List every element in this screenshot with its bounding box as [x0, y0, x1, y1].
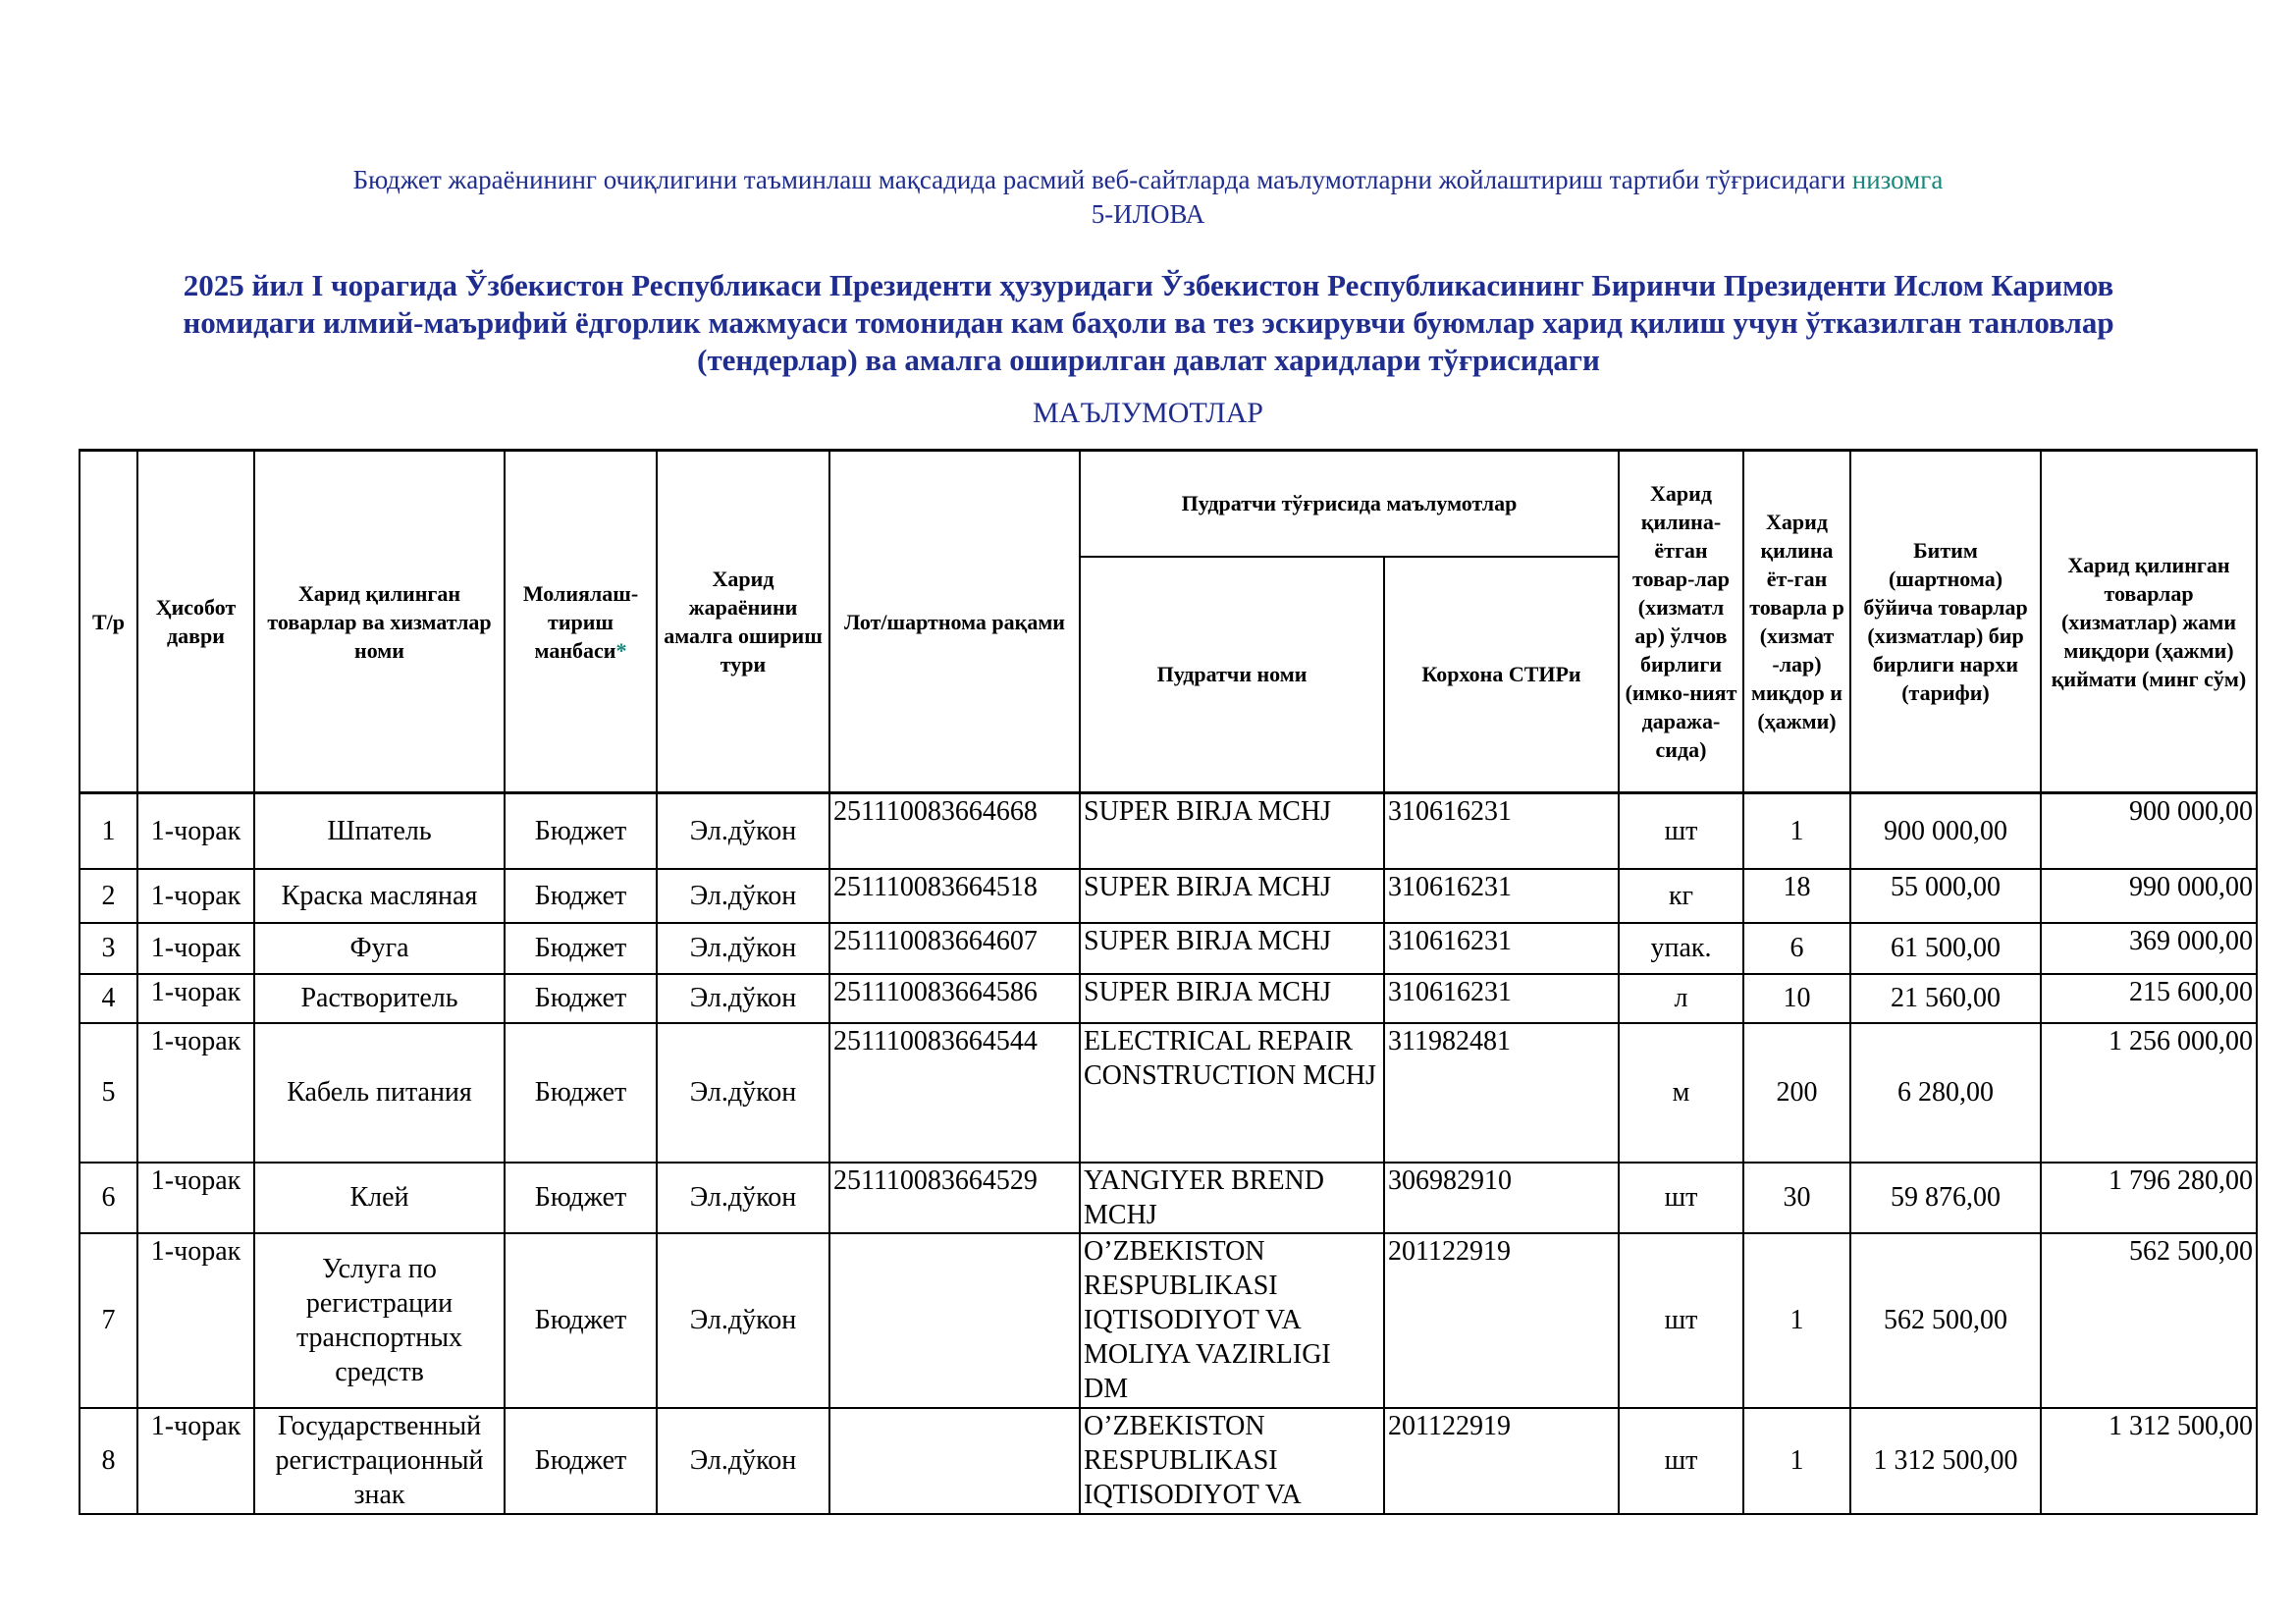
cell-unit: упак. — [1619, 923, 1743, 974]
table-row — [80, 793, 2257, 869]
col-header-period: Ҳисобот даври — [137, 451, 254, 793]
cell-total: 1 312 500,00 — [2041, 1408, 2257, 1514]
cell-price: 6 280,00 — [1850, 1023, 2041, 1163]
cell-qty: 6 — [1743, 923, 1850, 974]
col-header-total: Харид қилинган товарлар (хизматлар) жами миқдори (ҳажми) қиймати (минг сўм) — [2041, 451, 2257, 793]
cell-funding: Бюджет — [505, 974, 657, 1023]
cell-process: Эл.дўкон — [657, 1023, 829, 1163]
cell-goods: Растворитель — [254, 974, 505, 1023]
table-body — [80, 793, 2257, 1514]
cell-total: 215 600,00 — [2041, 974, 2257, 1023]
regulation-link[interactable]: низомга — [1851, 165, 1944, 194]
cell-price: 21 560,00 — [1850, 974, 2041, 1023]
cell-qty: 200 — [1743, 1023, 1850, 1163]
regulation-reference — [0, 165, 2296, 195]
cell-funding: Бюджет — [505, 923, 657, 974]
cell-num: 5 — [80, 1023, 137, 1163]
cell-process: Эл.дўкон — [657, 869, 829, 923]
cell-funding: Бюджет — [505, 869, 657, 923]
cell-lot — [829, 1233, 1080, 1408]
regulation-text: Бюджет жараёнининг очиқлигини таъминлаш мақсадида расмий веб-сайтларда маълумотларни жойлаштириш тартиби тўғрисидаги — [352, 165, 1846, 194]
cell-unit: л — [1619, 974, 1743, 1023]
appendix-label: 5-ИЛОВА — [1091, 199, 1205, 229]
cell-unit: шт — [1619, 1233, 1743, 1408]
cell-goods: Шпатель — [254, 793, 505, 869]
cell-price: 61 500,00 — [1850, 923, 2041, 974]
cell-contractor: SUPER BIRJA MCHJ — [1080, 974, 1384, 1023]
table-row — [80, 1408, 2257, 1514]
cell-process: Эл.дўкон — [657, 923, 829, 974]
document-subtitle: МАЪЛУМОТЛАР — [1033, 397, 1263, 429]
cell-period: 1-чорак — [137, 974, 254, 1023]
col-header-price: Битим (шартнома) бўйича товарлар (хизматлар) бир бирлиги нархи (тарифи) — [1850, 451, 2041, 793]
cell-unit: шт — [1619, 1163, 1743, 1233]
title-line-2: номидаги илмий-маърифий ёдгорлик мажмуаси томонидан кам баҳоли ва тез эскирувчи буюмлар харид қилиш учун ўтказилган танловлар — [183, 305, 2114, 340]
cell-num: 7 — [80, 1233, 137, 1408]
cell-num: 6 — [80, 1163, 137, 1233]
cell-funding: Бюджет — [505, 1023, 657, 1163]
cell-funding: Бюджет — [505, 1163, 657, 1233]
col-header-contractor-name: Пудратчи номи — [1080, 557, 1384, 793]
cell-total: 369 000,00 — [2041, 923, 2257, 974]
table-row — [80, 923, 2257, 974]
cell-qty: 18 — [1743, 869, 1850, 923]
cell-unit: шт — [1619, 793, 1743, 869]
cell-tin: 310616231 — [1384, 974, 1619, 1023]
cell-goods: Услуга по регистрации транспортных средств — [254, 1233, 505, 1408]
cell-qty: 30 — [1743, 1163, 1850, 1233]
table-row — [80, 1233, 2257, 1408]
cell-price: 562 500,00 — [1850, 1233, 2041, 1408]
col-header-contractor-group: Пудратчи тўғрисида маълумотлар — [1080, 451, 1619, 557]
cell-process: Эл.дўкон — [657, 1163, 829, 1233]
cell-price: 59 876,00 — [1850, 1163, 2041, 1233]
cell-tin: 201122919 — [1384, 1408, 1619, 1514]
cell-qty: 1 — [1743, 793, 1850, 869]
cell-num: 2 — [80, 869, 137, 923]
cell-process: Эл.дўкон — [657, 793, 829, 869]
cell-period: 1-чорак — [137, 869, 254, 923]
cell-tin: 201122919 — [1384, 1233, 1619, 1408]
col-header-num: Т/р — [80, 451, 137, 793]
col-header-tin: Корхона СТИРи — [1384, 557, 1619, 793]
table-header — [80, 451, 2257, 793]
cell-funding: Бюджет — [505, 1408, 657, 1514]
cell-total: 990 000,00 — [2041, 869, 2257, 923]
cell-period: 1-чорак — [137, 1023, 254, 1163]
cell-contractor: SUPER BIRJA MCHJ — [1080, 923, 1384, 974]
cell-contractor: YANGIYER BREND MCHJ — [1080, 1163, 1384, 1233]
document-title — [108, 267, 2189, 379]
cell-qty: 10 — [1743, 974, 1850, 1023]
title-line-1: 2025 йил I чорагида Ўзбекистон Республикаси Президенти ҳузуридаги Ўзбекистон Республикасининг Биринчи Президенти Ислом Каримов — [183, 268, 2114, 302]
cell-lot — [829, 1408, 1080, 1514]
cell-goods: Кабель питания — [254, 1023, 505, 1163]
cell-unit: м — [1619, 1023, 1743, 1163]
cell-qty: 1 — [1743, 1233, 1850, 1408]
cell-contractor: O’ZBEKISTON RESPUBLIKASI IQTISODIYOT VA MOLIYA VAZIRLIGI DM — [1080, 1233, 1384, 1408]
cell-lot: 251110083664586 — [829, 974, 1080, 1023]
cell-tin: 311982481 — [1384, 1023, 1619, 1163]
cell-num: 1 — [80, 793, 137, 869]
cell-price: 55 000,00 — [1850, 869, 2041, 923]
cell-period: 1-чорак — [137, 793, 254, 869]
table-row — [80, 1163, 2257, 1233]
cell-lot: 251110083664529 — [829, 1163, 1080, 1233]
title-line-3: (тендерлар) ва амалга оширилган давлат харидлари тўғрисидаги — [697, 343, 1600, 377]
cell-unit: шт — [1619, 1408, 1743, 1514]
col-header-funding-label: Молиялаш-тириш манбаси — [522, 580, 639, 663]
cell-period: 1-чорак — [137, 1408, 254, 1514]
funding-footnote-marker: * — [615, 637, 627, 663]
cell-period: 1-чорак — [137, 1233, 254, 1408]
cell-goods: Клей — [254, 1163, 505, 1233]
cell-num: 4 — [80, 974, 137, 1023]
cell-lot: 251110083664607 — [829, 923, 1080, 974]
procurement-table — [79, 449, 2258, 1515]
cell-tin: 310616231 — [1384, 793, 1619, 869]
cell-goods: Краска масляная — [254, 869, 505, 923]
col-header-lot: Лот/шартнома рақами — [829, 451, 1080, 793]
cell-total: 1 796 280,00 — [2041, 1163, 2257, 1233]
cell-tin: 306982910 — [1384, 1163, 1619, 1233]
col-header-qty: Харид қилина ёт-ган товарла р (хизмат -лар) миқдор и (ҳажми) — [1743, 451, 1850, 793]
cell-lot: 251110083664668 — [829, 793, 1080, 869]
cell-lot: 251110083664518 — [829, 869, 1080, 923]
cell-process: Эл.дўкон — [657, 1408, 829, 1514]
cell-price: 900 000,00 — [1850, 793, 2041, 869]
cell-contractor: O’ZBEKISTON RESPUBLIKASI IQTISODIYOT VA — [1080, 1408, 1384, 1514]
cell-tin: 310616231 — [1384, 869, 1619, 923]
cell-goods: Государственный регистрационный знак — [254, 1408, 505, 1514]
cell-funding: Бюджет — [505, 793, 657, 869]
cell-qty: 1 — [1743, 1408, 1850, 1514]
cell-period: 1-чорак — [137, 923, 254, 974]
table-row — [80, 869, 2257, 923]
cell-contractor: SUPER BIRJA MCHJ — [1080, 869, 1384, 923]
cell-num: 3 — [80, 923, 137, 974]
cell-contractor: ELECTRICAL REPAIR CONSTRUCTION MCHJ — [1080, 1023, 1384, 1163]
col-header-unit: Харид қилина-ётган товар-лар (хизматл ар) ўлчов бирлиги (имко-ният даража-сида) — [1619, 451, 1743, 793]
table-row — [80, 1023, 2257, 1163]
cell-lot: 251110083664544 — [829, 1023, 1080, 1163]
cell-total: 900 000,00 — [2041, 793, 2257, 869]
cell-price: 1 312 500,00 — [1850, 1408, 2041, 1514]
cell-contractor: SUPER BIRJA MCHJ — [1080, 793, 1384, 869]
cell-funding: Бюджет — [505, 1233, 657, 1408]
cell-goods: Фуга — [254, 923, 505, 974]
cell-unit: кг — [1619, 869, 1743, 923]
cell-process: Эл.дўкон — [657, 1233, 829, 1408]
cell-num: 8 — [80, 1408, 137, 1514]
col-header-process: Харид жараёнини амалга ошириш тури — [657, 451, 829, 793]
cell-process: Эл.дўкон — [657, 974, 829, 1023]
cell-period: 1-чорак — [137, 1163, 254, 1233]
cell-total: 562 500,00 — [2041, 1233, 2257, 1408]
col-header-funding — [505, 451, 657, 793]
cell-total: 1 256 000,00 — [2041, 1023, 2257, 1163]
cell-tin: 310616231 — [1384, 923, 1619, 974]
table-row — [80, 974, 2257, 1023]
col-header-goods: Харид қилинган товарлар ва хизматлар номи — [254, 451, 505, 793]
